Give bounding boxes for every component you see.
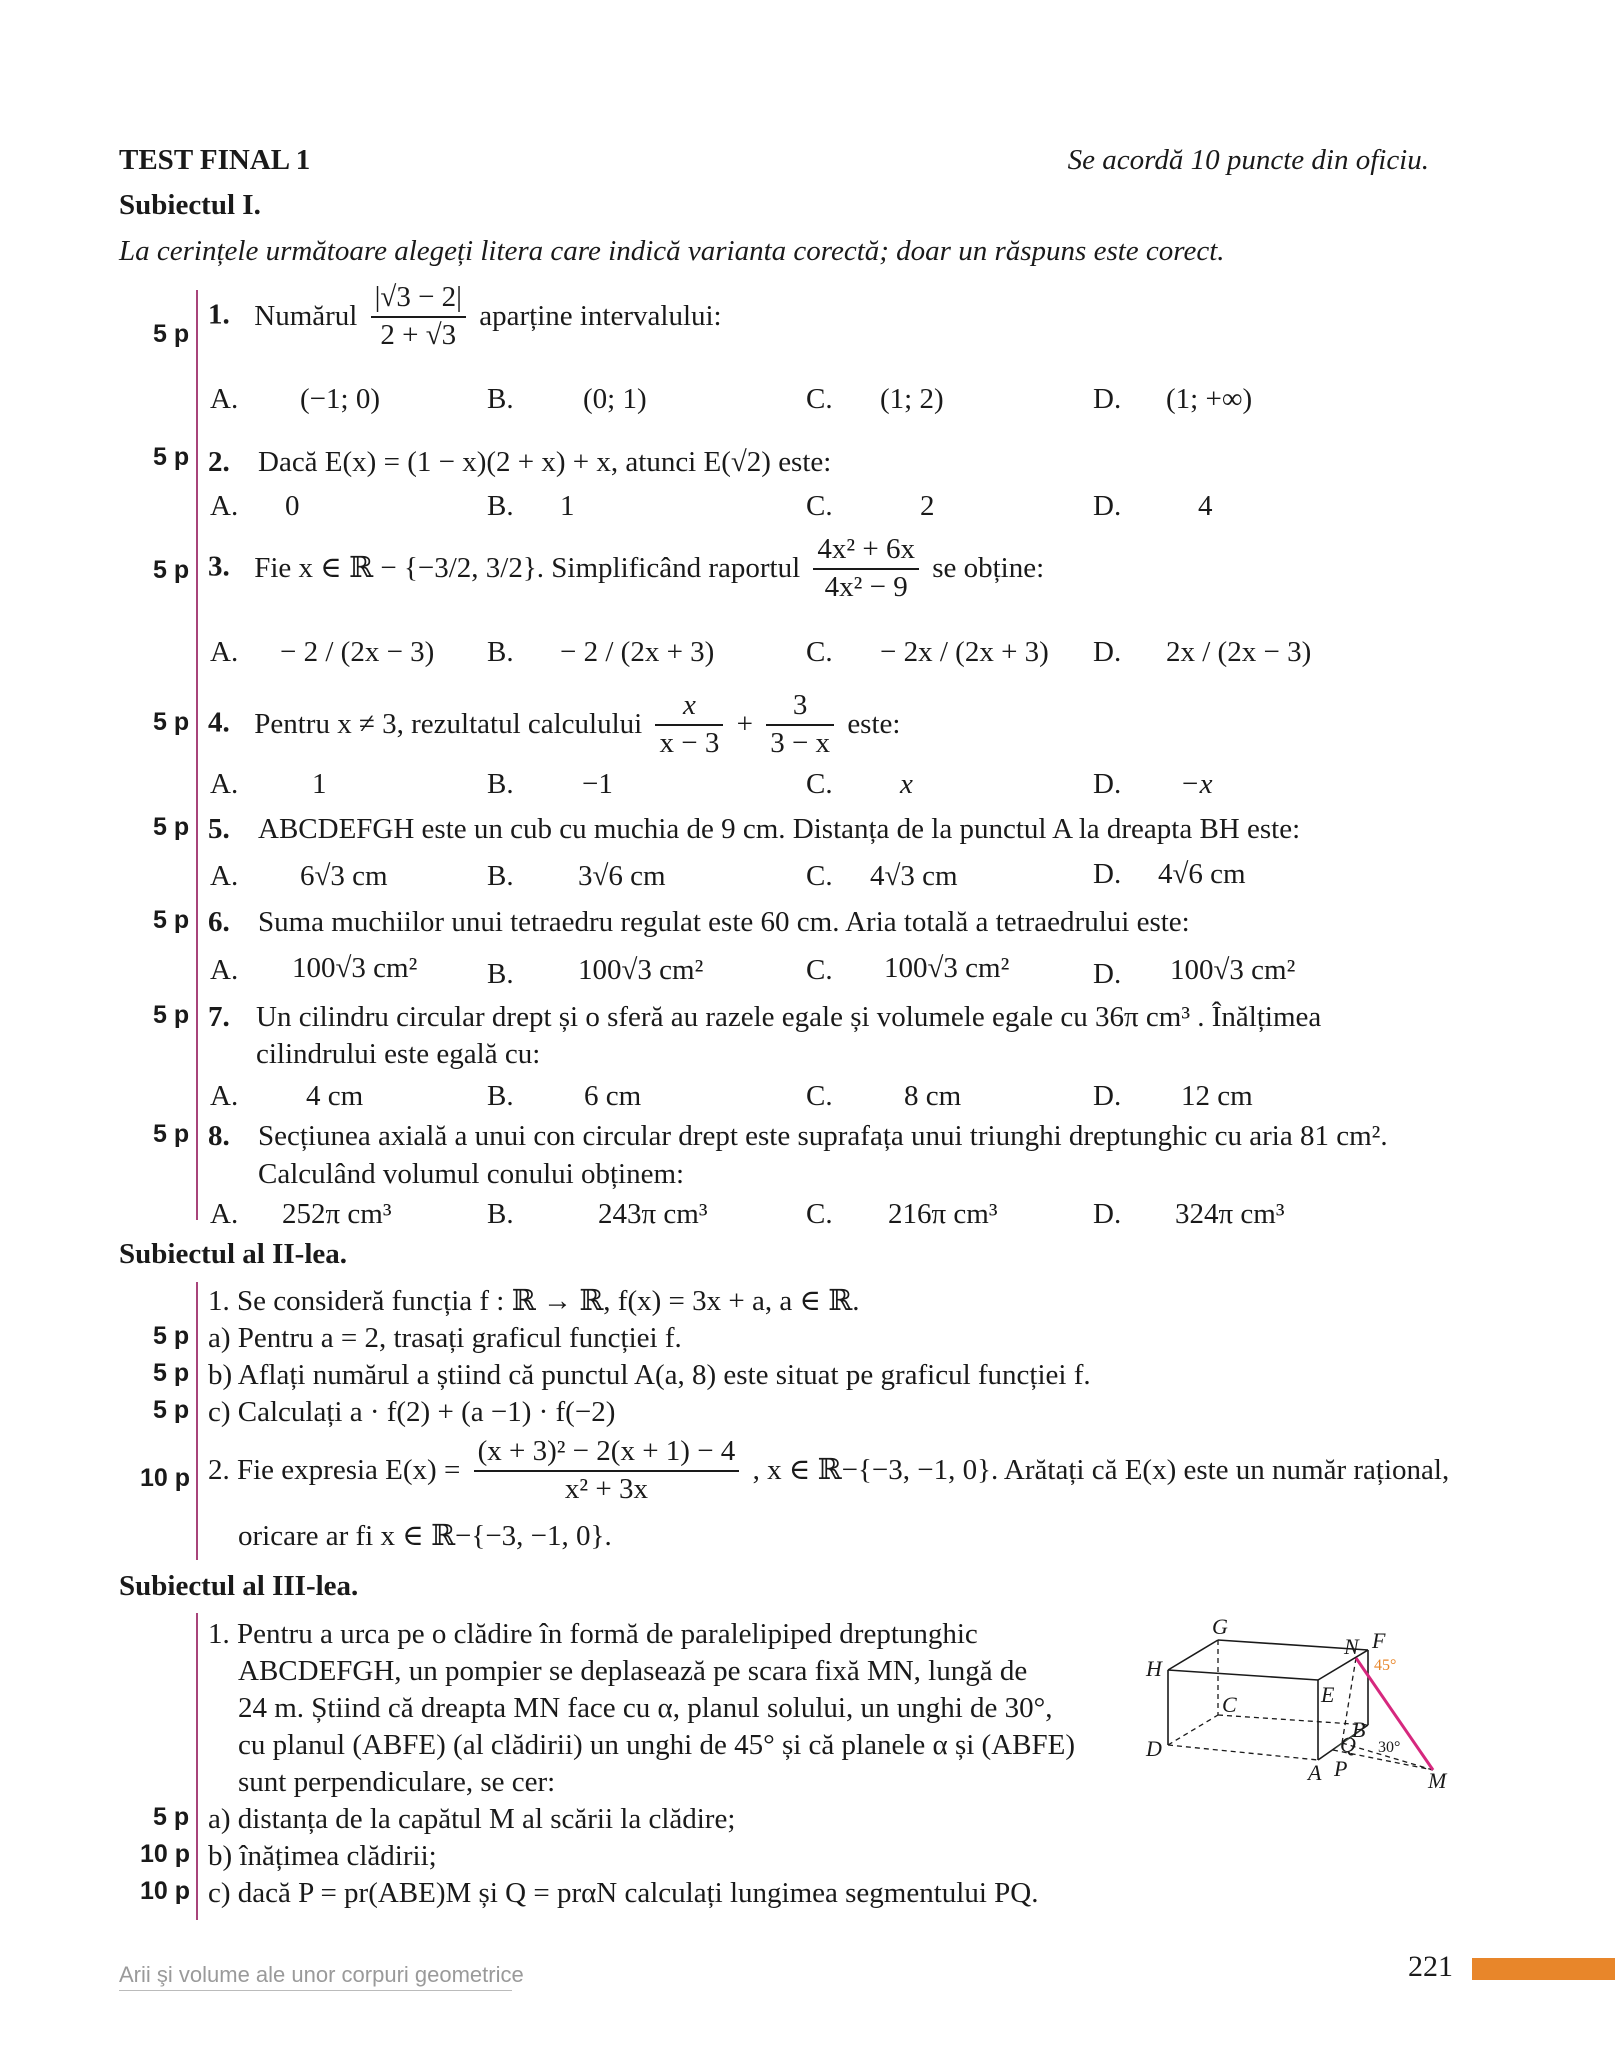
footer-underline xyxy=(119,1990,512,1991)
label-Q: Q xyxy=(1340,1732,1356,1757)
section-1-rule xyxy=(196,290,198,1220)
q8-option-a: 252π cm³ xyxy=(282,1198,392,1230)
q5-number: 5. xyxy=(208,813,230,845)
s3-c-text: c) dacă P = pr(ABE)M și Q = prαN calculați lungimea segmentului PQ. xyxy=(208,1877,1039,1909)
q2-option-c: 2 xyxy=(920,490,935,522)
q4-number: 4. xyxy=(208,706,230,739)
s2-problem-1: 1. Se consideră funcția f : ℝ → ℝ, f(x) = 3x + a, a ∈ ℝ. xyxy=(208,1285,860,1317)
q1-option-b-letter: B. xyxy=(487,383,514,415)
edge-HG xyxy=(1168,1640,1218,1670)
q5-option-a: 6√3 cm xyxy=(300,860,388,892)
q7-option-a: 4 cm xyxy=(306,1080,364,1112)
q4-fraction-1 xyxy=(655,690,723,760)
q3-option-b: − 2 / (2x + 3) xyxy=(560,636,715,668)
q8-option-b: 243π cm³ xyxy=(598,1198,708,1230)
q6-option-a-letter: A. xyxy=(210,954,239,986)
q4-option-b: −1 xyxy=(582,768,613,800)
parallelepiped-figure xyxy=(1128,1610,1468,1810)
s3-a-points: 5 p xyxy=(153,1803,190,1831)
q6-option-b-letter: B. xyxy=(487,958,514,990)
q3-denominator: 4x² − 9 xyxy=(813,568,919,604)
q8-option-c: 216π cm³ xyxy=(888,1198,998,1230)
label-A: A xyxy=(1308,1760,1322,1785)
q1-option-a: (−1; 0) xyxy=(300,383,380,415)
label-30: 30° xyxy=(1378,1739,1401,1756)
q3-fraction xyxy=(813,534,919,604)
q5-option-c: 4√3 cm xyxy=(870,860,958,892)
q7-option-d-letter: D. xyxy=(1093,1080,1122,1112)
label-E: E xyxy=(1321,1682,1335,1707)
q5-points: 5 p xyxy=(153,813,190,841)
q6-option-d: 100√3 cm² xyxy=(1170,954,1296,986)
s3-line-3: 24 m. Știind că dreapta MN face cu α, planul solului, un unghi de 30°, xyxy=(238,1692,1053,1724)
q4-option-c-letter: C. xyxy=(806,768,833,800)
label-H: H xyxy=(1146,1656,1162,1681)
section-1-title: Subiectul I. xyxy=(119,189,261,221)
q8-option-a-letter: A. xyxy=(210,1198,239,1230)
s2-p2-line-2: oricare ar fi x ∈ ℝ−{−3, −1, 0}. xyxy=(238,1520,612,1552)
q7-option-c: 8 cm xyxy=(904,1080,962,1112)
question-1 xyxy=(208,282,722,352)
s2-p2-pre: 2. Fie expresia E(x) = xyxy=(208,1453,461,1486)
label-D: D xyxy=(1146,1736,1162,1761)
s3-b-points: 10 p xyxy=(140,1840,191,1868)
q8-option-d: 324π cm³ xyxy=(1175,1198,1285,1230)
s3-line-1: 1. Pentru a urca pe o clădire în formă de paralelipiped dreptunghic xyxy=(208,1618,978,1650)
q5-text: ABCDEFGH este un cub cu muchia de 9 cm. Distanța de la punctul A la dreapta BH este: xyxy=(258,813,1301,845)
q6-text: Suma muchiilor unui tetraedru regulat este 60 cm. Aria totală a tetraedrului este: xyxy=(258,906,1190,938)
q6-option-c-letter: C. xyxy=(806,954,833,986)
q7-line-1: Un cilindru circular drept și o sferă au razele egale și volumele egale cu 36π cm³ . Înălțimea xyxy=(256,1001,1322,1033)
q2-points: 5 p xyxy=(153,443,190,471)
s3-c-points: 10 p xyxy=(140,1877,191,1905)
q3-option-d-letter: D. xyxy=(1093,636,1122,668)
test-title: TEST FINAL 1 xyxy=(119,144,311,176)
q6-option-c: 100√3 cm² xyxy=(884,952,1010,984)
q6-option-d-letter: D. xyxy=(1093,958,1122,990)
q1-numerator: |√3 − 2| xyxy=(374,281,462,313)
edge-HE xyxy=(1168,1670,1318,1680)
q6-option-b: 100√3 cm² xyxy=(578,954,704,986)
q7-option-a-letter: A. xyxy=(210,1080,239,1112)
page-number: 221 xyxy=(1408,1950,1453,1983)
q8-line-1: Secțiunea axială a unui con circular drept este suprafața unui triunghi dreptunghic cu aria 81 cm². xyxy=(258,1120,1388,1152)
q5-option-c-letter: C. xyxy=(806,860,833,892)
label-P: P xyxy=(1334,1756,1348,1781)
q3-post: se obține: xyxy=(932,551,1045,584)
q8-number: 8. xyxy=(208,1120,230,1152)
q1-option-a-letter: A. xyxy=(210,383,239,415)
q3-numerator: 4x² + 6x xyxy=(817,533,915,565)
q8-option-c-letter: C. xyxy=(806,1198,833,1230)
q1-fraction xyxy=(371,282,466,352)
s2-p2-post: , x ∈ ℝ−{−3, −1, 0}. Arătați că E(x) este un număr rațional, xyxy=(752,1453,1450,1486)
s2-c-text: c) Calculați a · f(2) + (a −1) · f(−2) xyxy=(208,1396,616,1428)
s2-b-points: 5 p xyxy=(153,1359,190,1387)
q6-number: 6. xyxy=(208,906,230,938)
q1-option-d: (1; +∞) xyxy=(1166,383,1253,415)
q7-option-d: 12 cm xyxy=(1181,1080,1253,1112)
q2-option-a: 0 xyxy=(285,490,300,522)
label-45: 45° xyxy=(1374,1657,1397,1674)
q7-number: 7. xyxy=(208,1001,230,1033)
q2-option-a-letter: A. xyxy=(210,490,239,522)
q4-option-a: 1 xyxy=(312,768,327,800)
q7-line-2: cilindrului este egală cu: xyxy=(256,1038,541,1070)
s3-b-text: b) înățimea clădirii; xyxy=(208,1840,437,1872)
label-G: G xyxy=(1212,1614,1228,1639)
q1-points: 5 p xyxy=(153,320,190,348)
section-1-instruction: La cerințele următoare alegeți litera care indică varianta corectă; doar un răspuns este corect. xyxy=(119,235,1225,267)
q7-option-c-letter: C. xyxy=(806,1080,833,1112)
q2-number: 2. xyxy=(208,446,230,478)
label-C: C xyxy=(1222,1692,1237,1717)
q3-option-b-letter: B. xyxy=(487,636,514,668)
q4-post: este: xyxy=(847,707,901,740)
label-B: B xyxy=(1352,1717,1366,1742)
section-2-title: Subiectul al II-lea. xyxy=(119,1238,347,1270)
q1-pre: Numărul xyxy=(254,299,358,332)
q5-option-a-letter: A. xyxy=(210,860,239,892)
s2-p2-points: 10 p xyxy=(140,1464,191,1492)
q6-points: 5 p xyxy=(153,906,190,934)
edge-DA xyxy=(1168,1745,1318,1760)
s2-p2-denominator: x² + 3x xyxy=(474,1470,740,1506)
q3-points: 5 p xyxy=(153,556,190,584)
s2-c-points: 5 p xyxy=(153,1396,190,1424)
q2-option-c-letter: C. xyxy=(806,490,833,522)
q4-f1-numerator: x xyxy=(682,689,696,721)
label-F: F xyxy=(1372,1628,1386,1653)
s2-a-points: 5 p xyxy=(153,1322,190,1350)
q3-number: 3. xyxy=(208,550,230,583)
q5-option-b-letter: B. xyxy=(487,860,514,892)
s3-line-2: ABCDEFGH, un pompier se deplasează pe scara fixă MN, lungă de xyxy=(238,1655,1028,1687)
s3-line-5: sunt perpendiculare, se cer: xyxy=(238,1766,556,1798)
s2-a-text: a) Pentru a = 2, trasați graficul funcției f. xyxy=(208,1322,682,1354)
question-3 xyxy=(208,534,1044,604)
q2-text: Dacă E(x) = (1 − x)(2 + x) + x, atunci E(√2) este: xyxy=(258,446,832,478)
section-2-rule xyxy=(196,1282,198,1560)
q8-option-d-letter: D. xyxy=(1093,1198,1122,1230)
section-3-title: Subiectul al III-lea. xyxy=(119,1570,359,1602)
q1-post: aparține intervalului: xyxy=(479,299,722,332)
q4-option-d-letter: D. xyxy=(1093,768,1122,800)
q1-option-c-letter: C. xyxy=(806,383,833,415)
chapter-footer: Arii şi volume ale unor corpuri geometrice xyxy=(119,1962,524,1987)
q7-points: 5 p xyxy=(153,1001,190,1029)
s2-b-text: b) Aflați numărul a știind că punctul A(a, 8) este situat pe graficul funcției f. xyxy=(208,1359,1091,1391)
q4-option-c: x xyxy=(900,768,913,800)
edge-DC xyxy=(1168,1715,1218,1745)
q7-option-b: 6 cm xyxy=(584,1080,642,1112)
q2-option-b-letter: B. xyxy=(487,490,514,522)
q3-option-a: − 2 / (2x − 3) xyxy=(280,636,435,668)
q2-option-b: 1 xyxy=(560,490,575,522)
q7-option-b-letter: B. xyxy=(487,1080,514,1112)
q6-option-a: 100√3 cm² xyxy=(292,952,418,984)
s2-p2-fraction xyxy=(474,1436,740,1506)
q4-points: 5 p xyxy=(153,708,190,736)
q3-option-d: 2x / (2x − 3) xyxy=(1166,636,1312,668)
q4-option-a-letter: A. xyxy=(210,768,239,800)
q5-option-b: 3√6 cm xyxy=(578,860,666,892)
q8-points: 5 p xyxy=(153,1120,190,1148)
q5-option-d-letter: D. xyxy=(1093,858,1122,890)
q1-number: 1. xyxy=(208,298,230,331)
q4-f1-denominator: x − 3 xyxy=(655,724,723,760)
question-4: 4. Pentru x ≠ 3, rezultatul calculului $\frac{x}{x - 3}$ + $\frac{3}{3 - x}$ este: xyxy=(208,689,901,759)
q4-f2-denominator: 3 − x xyxy=(766,724,834,760)
label-N: N xyxy=(1344,1634,1359,1659)
q3-pre: Fie x ∈ ℝ − {−3/2, 3/2}. Simplificând raportul xyxy=(254,551,801,584)
q3-option-c: − 2x / (2x + 3) xyxy=(880,636,1049,668)
q4-f2-numerator: 3 xyxy=(792,689,808,721)
s3-a-text: a) distanța de la capătul M al scării la clădire; xyxy=(208,1803,736,1835)
q4-option-b-letter: B. xyxy=(487,768,514,800)
q4-option-d: −x xyxy=(1180,768,1213,800)
s2-problem-2 xyxy=(208,1436,1449,1506)
q1-option-c: (1; 2) xyxy=(880,383,944,415)
q2-option-d-letter: D. xyxy=(1093,490,1122,522)
q1-option-b: (0; 1) xyxy=(583,383,647,415)
q8-option-b-letter: B. xyxy=(487,1198,514,1230)
q4-pre: Pentru x ≠ 3, rezultatul calculului xyxy=(254,707,643,740)
q8-line-2: Calculând volumul conului obținem: xyxy=(258,1158,685,1190)
q3-option-c-letter: C. xyxy=(806,636,833,668)
s3-line-4: cu planul (ABFE) (al clădirii) un unghi de 45° și că planele α și (ABFE) xyxy=(238,1729,1075,1761)
q2-option-d: 4 xyxy=(1198,490,1213,522)
q1-option-d-letter: D. xyxy=(1093,383,1122,415)
page-accent-bar xyxy=(1472,1958,1615,1980)
points-note: Se acordă 10 puncte din oficiu. xyxy=(1067,144,1429,176)
q3-option-a-letter: A. xyxy=(210,636,239,668)
label-M: M xyxy=(1428,1768,1447,1793)
section-3-rule xyxy=(196,1613,198,1920)
q5-option-d: 4√6 cm xyxy=(1158,858,1246,890)
s2-p2-numerator: (x + 3)² − 2(x + 1) − 4 xyxy=(477,1435,736,1467)
q1-denominator: 2 + √3 xyxy=(371,316,466,352)
q4-fraction-2 xyxy=(766,690,834,760)
